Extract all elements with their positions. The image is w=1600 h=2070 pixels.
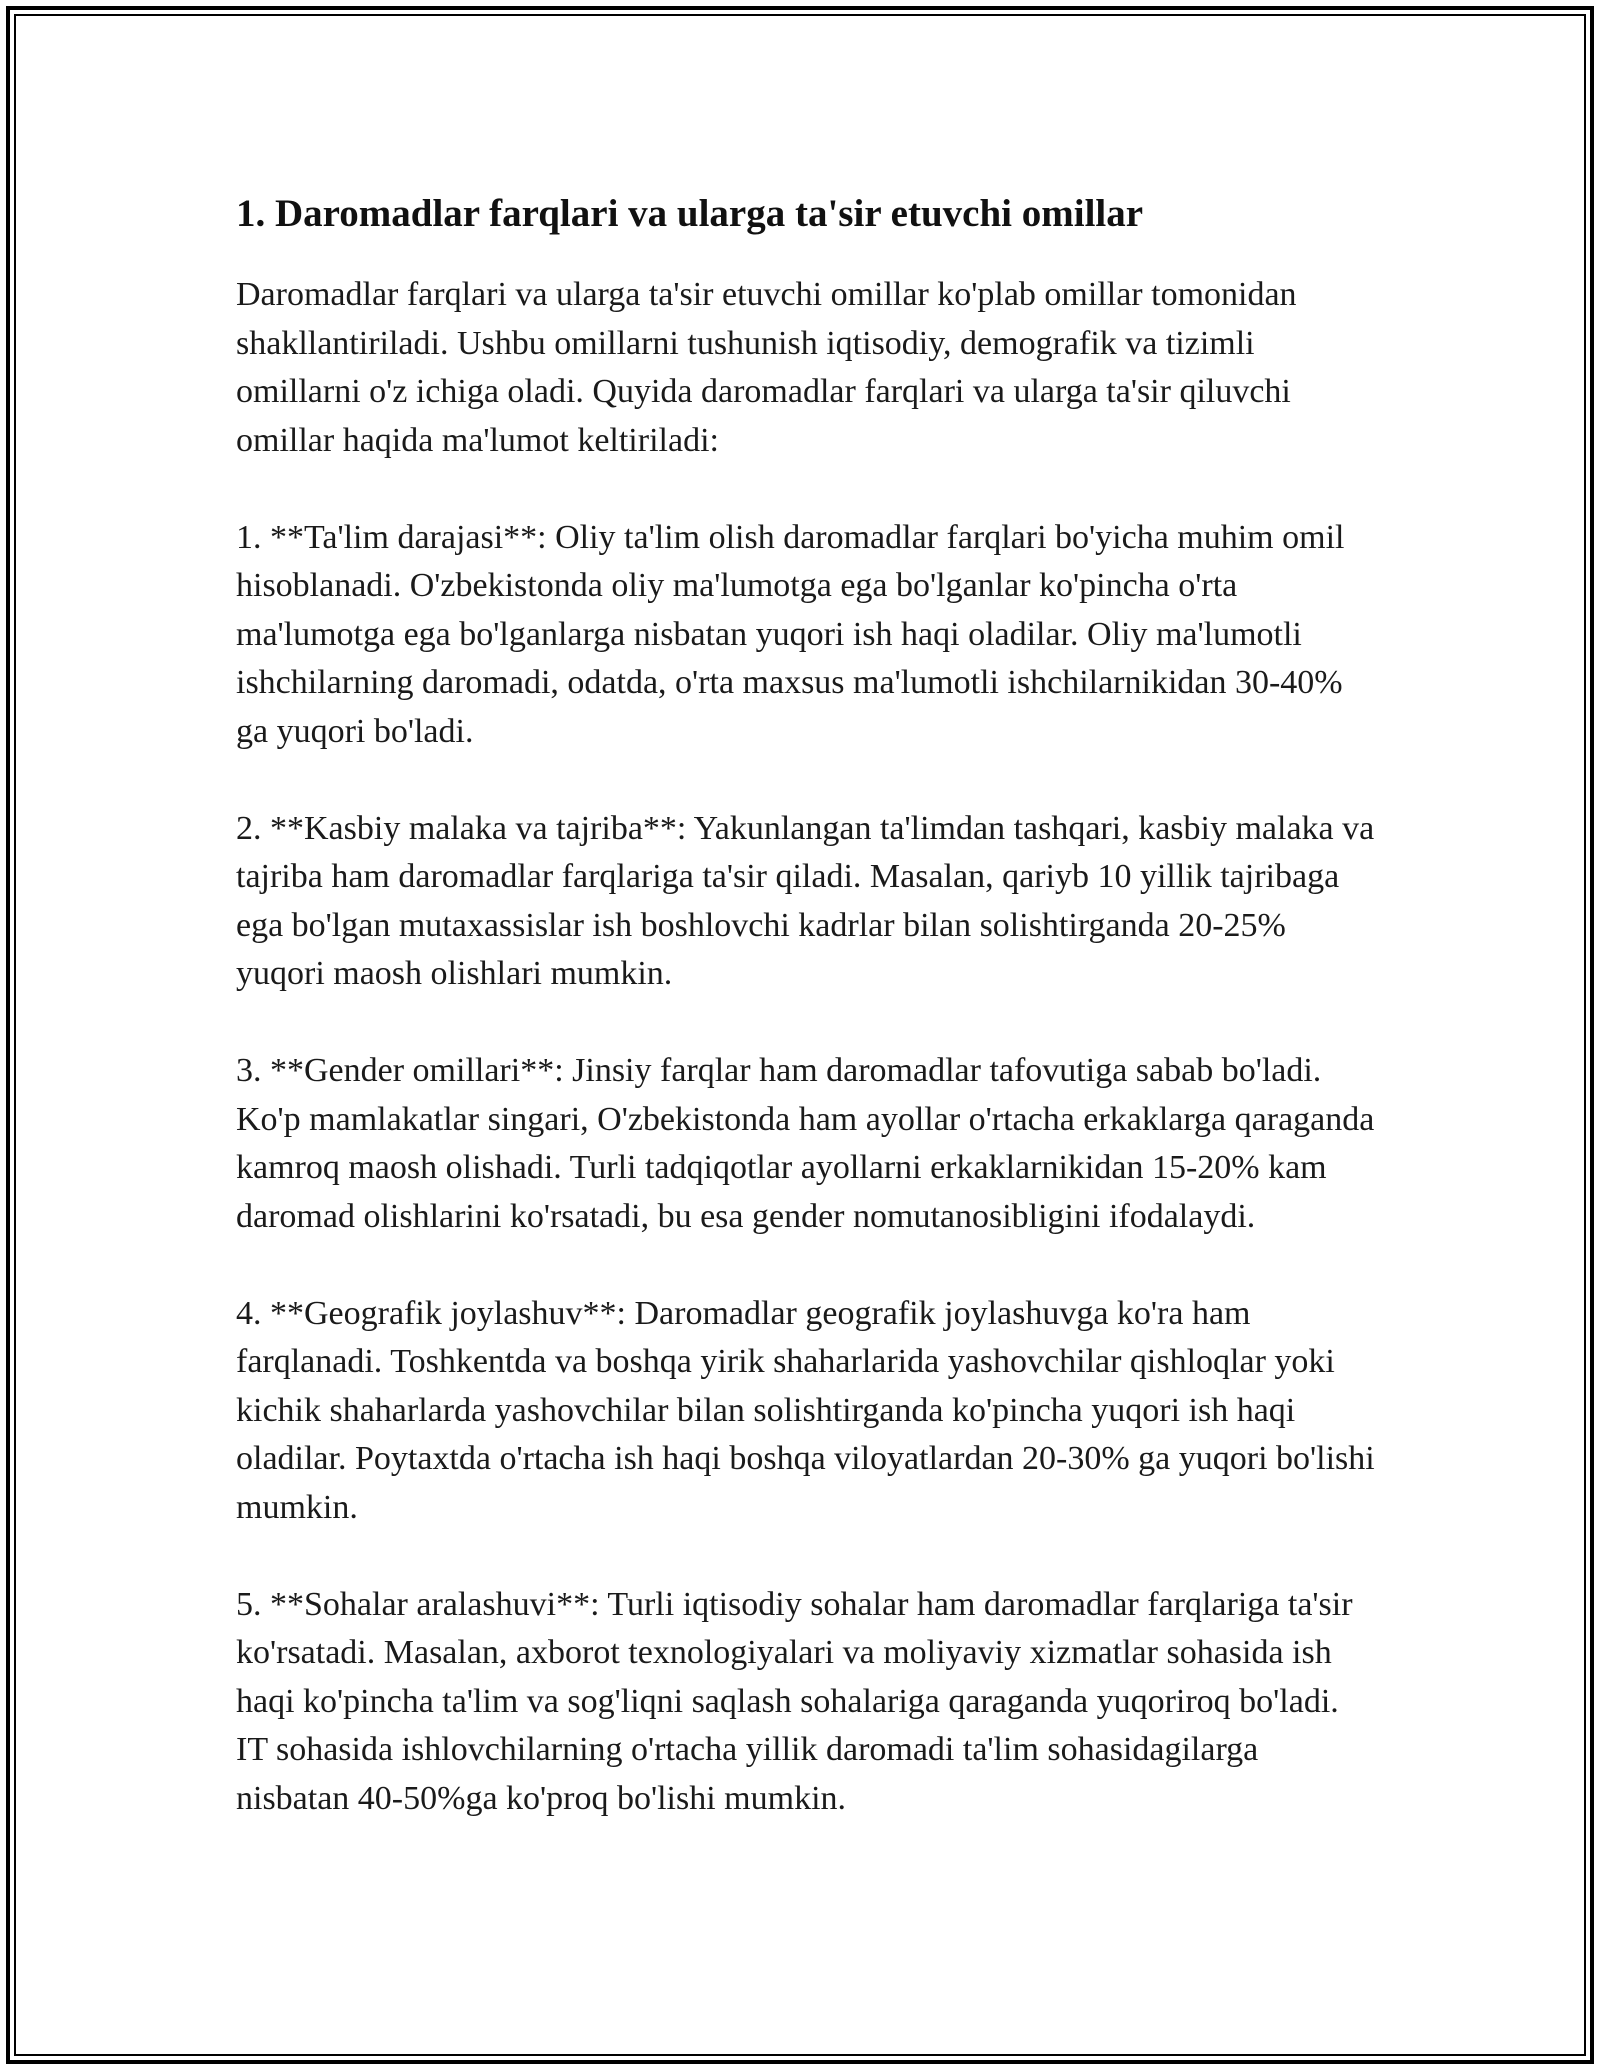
document-title: 1. Daromadlar farqlari va ularga ta'sir etuvchi omillar (236, 192, 1144, 235)
paragraph-industry-mix: 5. **Sohalar aralashuvi**: Turli iqtisodiy sohalar ham daromadlar farqlariga ta'sir ko'rsatadi. Masalan, axborot texnologiyalari va moliyaviy xizmatlar sohasida ish haqi ko'pincha ta'lim va sog'liqni saqlash sohalariga qaraganda yuqoriroq bo'ladi. IT sohasida ishlovchilarning o'rtacha yillik daromadi ta'lim sohasidagilarga nisbatan 40-50%ga ko'proq bo'lishi mumkin. (236, 1585, 1353, 1817)
paragraph-education-level: 1. **Ta'lim darajasi**: Oliy ta'lim olish daromadlar farqlari bo'yicha muhim omil hisoblanadi. O'zbekistonda oliy ma'lumotga ega bo'lganlar ko'pincha o'rta ma'lumotga ega bo'lganlarga nisbatan yuqori ish haqi oladilar. Oliy ma'lumotli ishchilarning daromadi, odatda, o'rta maxsus ma'lumotli ishchilarnikidan 30-40% ga yuqori bo'ladi. (236, 518, 1345, 750)
paragraph-geographic-location: 4. **Geografik joylashuv**: Daromadlar geografik joylashuvga ko'ra ham farqlanadi. Toshkentda va boshqa yirik shaharlarida yashovchilar qishloqlar yoki kichik shaharlarda yashovchilar bilan solishtirganda ko'pincha yuqori ish haqi oladilar. Poytaxtda o'rtacha ish haqi boshqa viloyatlardan 20-30% ga yuqori bo'lishi mumkin. (236, 1294, 1375, 1526)
intro-paragraph: Daromadlar farqlari va ularga ta'sir etuvchi omillar ko'plab omillar tomonidan shakllantiriladi. Ushbu omillarni tushunish iqtisodiy, demografik va tizimli omillarni o'z ichiga oladi. Quyida daromadlar farqlari va ularga ta'sir qiluvchi omillar haqida ma'lumot keltiriladi: (236, 276, 1297, 459)
paragraph-gender-factors: 3. **Gender omillari**: Jinsiy farqlar ham daromadlar tafovutiga sabab bo'ladi. Ko'p mamlakatlar singari, O'zbekistonda ham ayollar o'rtacha erkaklarga qaraganda kamroq maosh olishadi. Turli tadqiqotlar ayollarni erkaklarnikidan 15-20% kam daromad olishlarini ko'rsatadi, bu esa gender nomutanosibligini ifodalaydi. (236, 1052, 1375, 1235)
paragraph-professional-skill: 2. **Kasbiy malaka va tajriba**: Yakunlangan ta'limdan tashqari, kasbiy malaka va tajriba ham daromadlar farqlariga ta'sir qiladi. Masalan, qariyb 10 yillik tajribaga ega bo'lgan mutaxassislar ish boshlovchi kadrlar bilan solishtirganda 20-25% yuqori maosh olishlari mumkin. (236, 809, 1375, 992)
document-body (236, 185, 1376, 1823)
